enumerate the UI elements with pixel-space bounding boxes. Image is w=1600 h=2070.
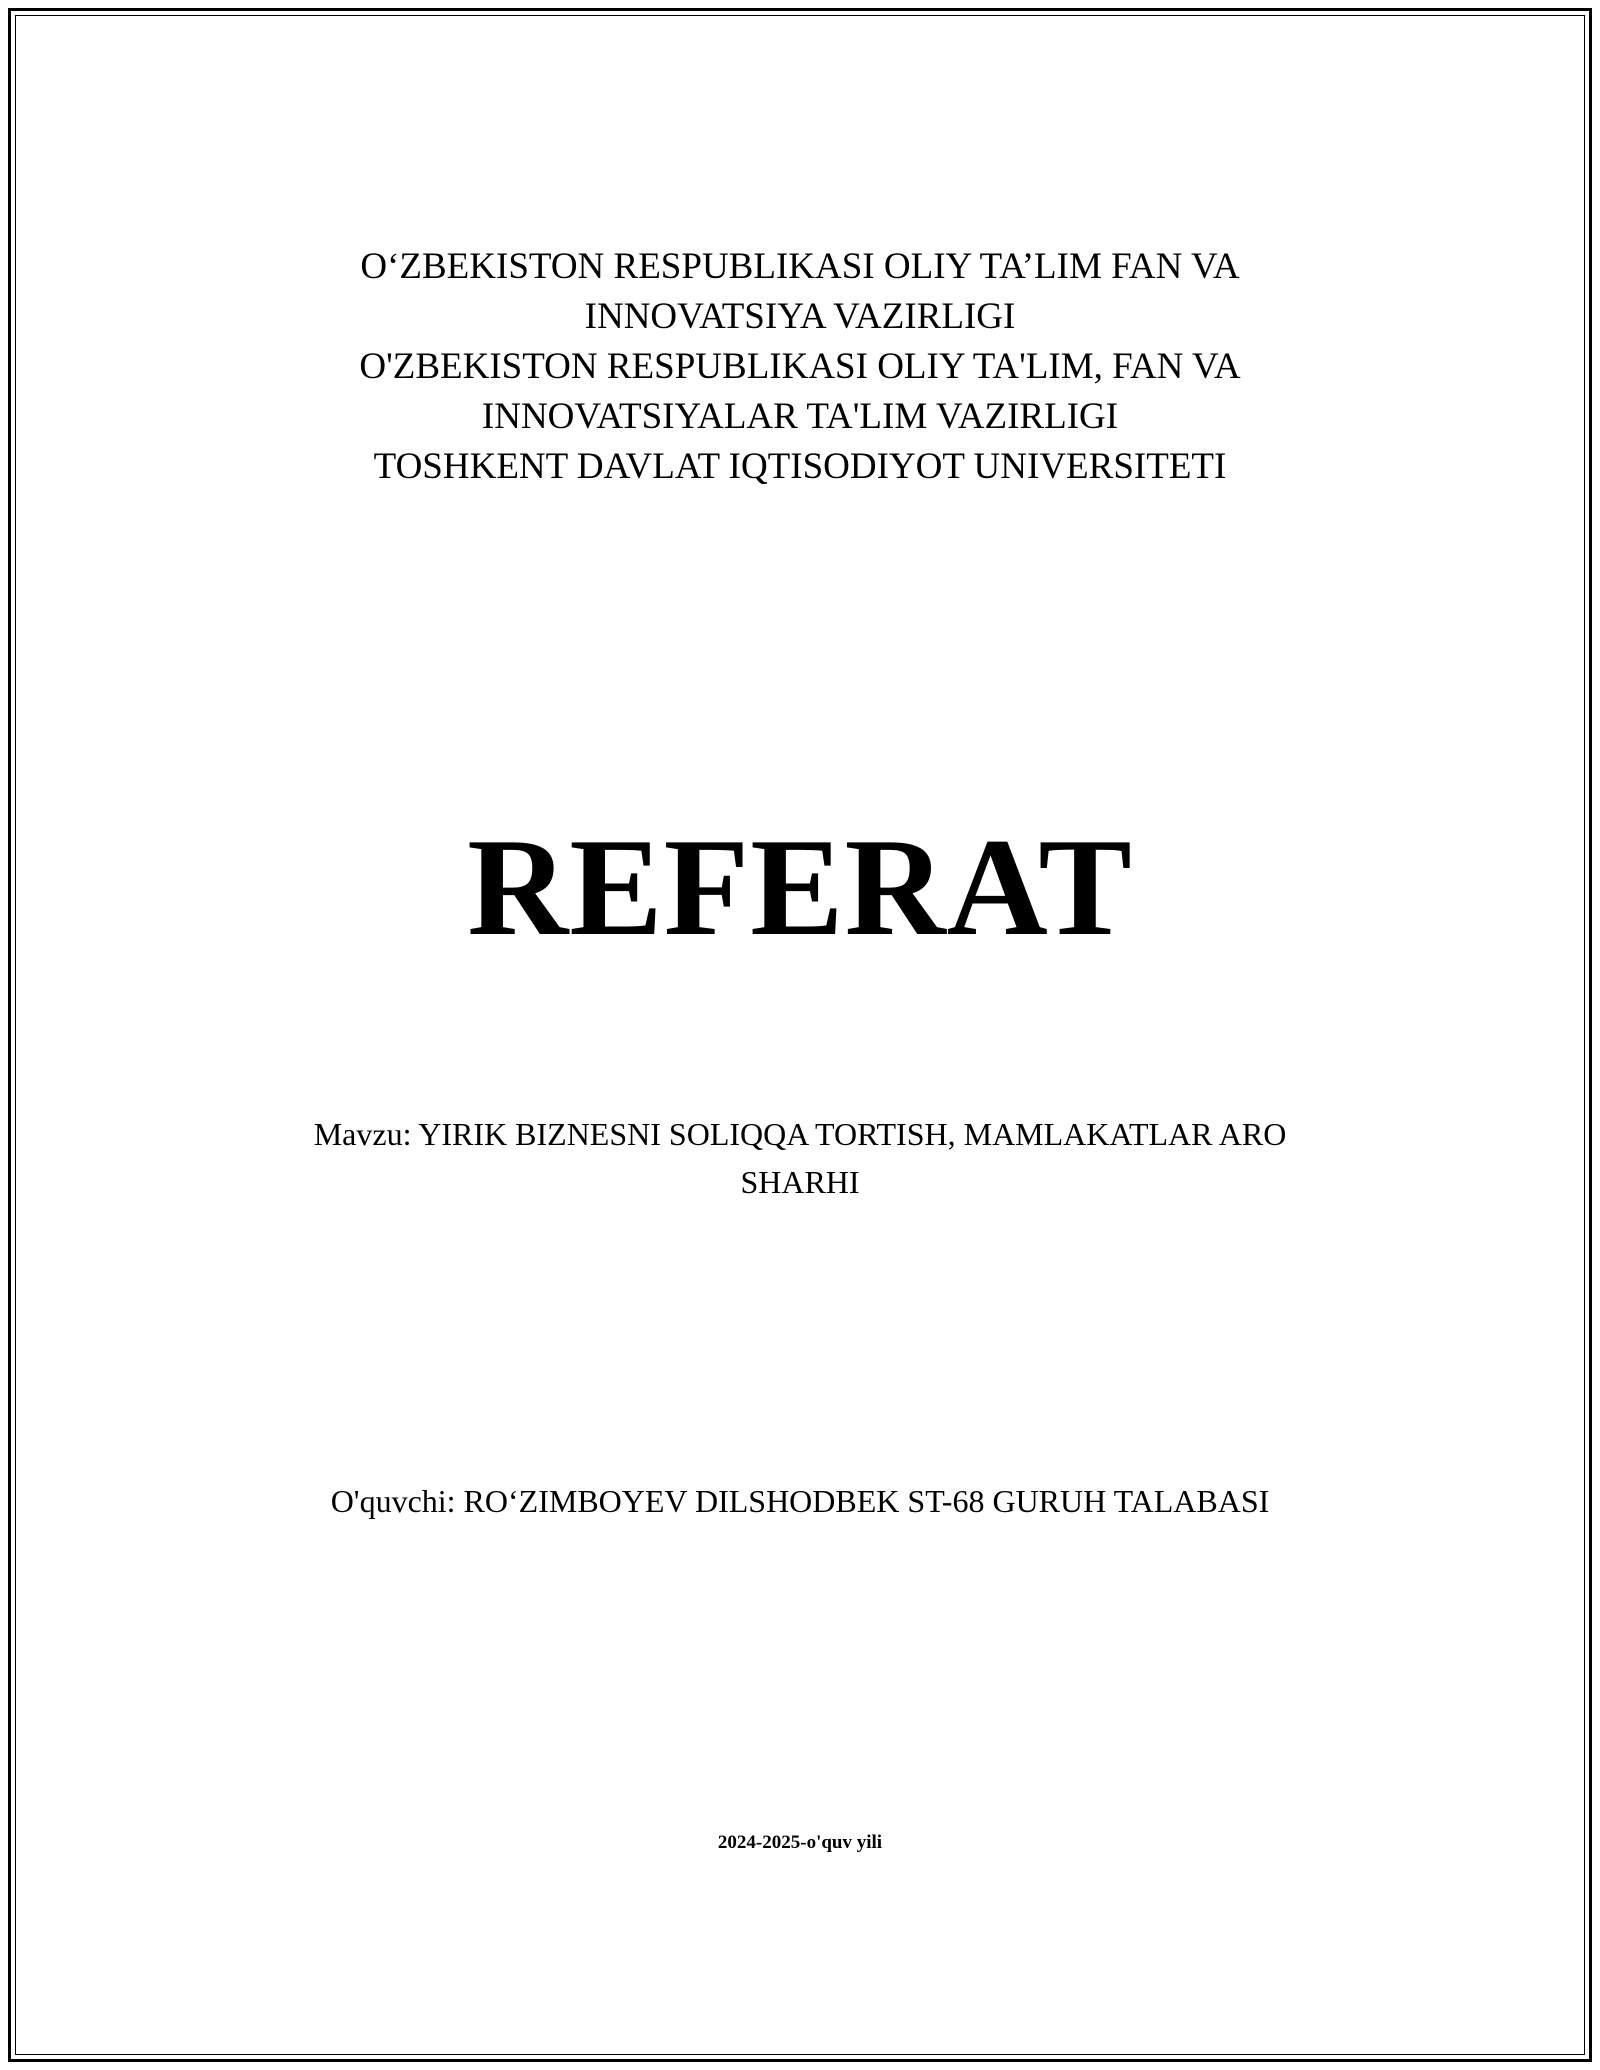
student-info: O'quvchi: RO‘ZIMBOYEV DILSHODBEK ST-68 GURUH TALABASI <box>330 1483 1270 1519</box>
header-line-3: O'ZBEKISTON RESPUBLIKASI OLIY TA'LIM, FAN VA <box>359 346 1241 387</box>
academic-year: 2024-2025-o'quv yili <box>717 1832 883 1853</box>
institution-header <box>0 242 1600 492</box>
topic <box>0 1110 1600 1206</box>
topic-line-1: Mavzu: YIRIK BIZNESNI SOLIQQA TORTISH, MAMLAKATLAR ARO <box>313 1116 1287 1152</box>
header-line-2: INNOVATSIYA VAZIRLIGI <box>584 296 1016 337</box>
header-line-4: INNOVATSIYALAR TA'LIM VAZIRLIGI <box>481 396 1119 437</box>
header-line-5: TOSHKENT DAVLAT IQTISODIYOT UNIVERSITETI <box>373 446 1227 487</box>
topic-line-2: SHARHI <box>740 1164 860 1200</box>
document-title: REFERAT <box>467 810 1133 965</box>
header-line-1: O‘ZBEKISTON RESPUBLIKASI OLIY TA’LIM FAN VA <box>360 246 1240 287</box>
